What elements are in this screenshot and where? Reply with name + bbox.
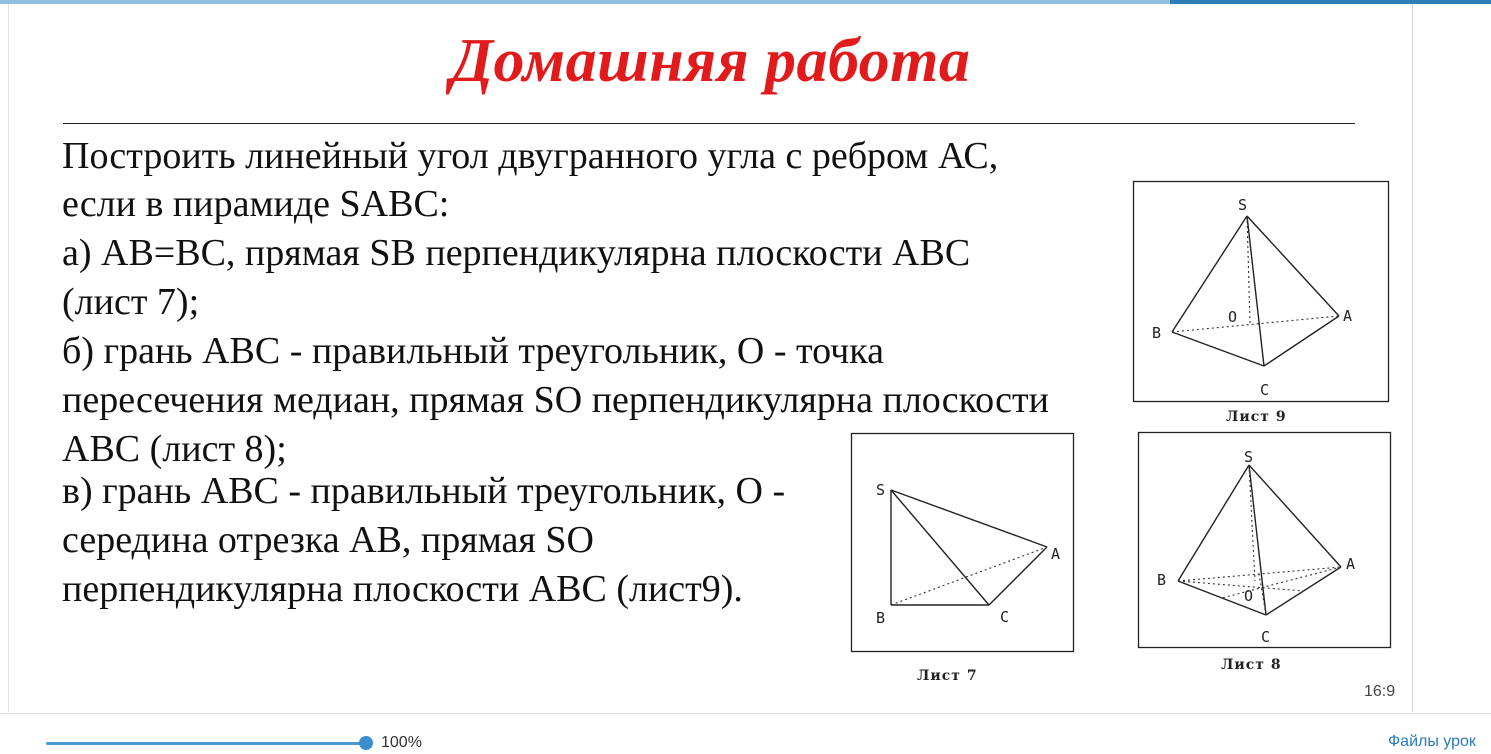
- text-line-2: если в пирамиде SABC:: [62, 183, 450, 225]
- figure-list-9: [1124, 176, 1399, 424]
- pyramid-diagram-8: [1129, 429, 1401, 677]
- aspect-ratio-label: 16:9: [1364, 683, 1396, 700]
- label-O: O: [1244, 587, 1254, 605]
- text-line-7: АВС (лист 8);: [62, 428, 287, 470]
- text-line-6: пересечения медиан, прямая SО перпендикулярна плоскости: [62, 379, 1049, 421]
- text-line-10: перпендикулярна плоскости АВС (лист9).: [62, 568, 743, 610]
- label-B: B: [876, 609, 886, 627]
- caption-list-8: Лист 8: [1221, 657, 1282, 673]
- figure-list-8: [1129, 429, 1401, 677]
- text-line-9: середина отрезка АВ, прямая SО: [62, 519, 594, 561]
- label-S: S: [876, 481, 886, 499]
- text-line-3: а) АВ=ВС, прямая SВ перпендикулярна плоскости АВС: [62, 232, 971, 274]
- pyramid-diagram-7: [842, 429, 1092, 685]
- caption-list-9: Лист 9: [1226, 409, 1287, 424]
- label-B: B: [1152, 324, 1162, 342]
- label-A: A: [1343, 307, 1353, 325]
- text-line-1: Построить линейный угол двугранного угла с ребром АС,: [62, 135, 999, 177]
- label-C: C: [1000, 608, 1010, 626]
- bottom-toolbar: [0, 713, 1491, 754]
- label-O: O: [1228, 308, 1238, 326]
- label-B: B: [1157, 571, 1167, 589]
- label-S: S: [1244, 448, 1254, 466]
- right-panel: [1412, 4, 1491, 712]
- pyramid-diagram-9: [1124, 176, 1399, 424]
- label-A: A: [1346, 555, 1356, 573]
- label-C: C: [1260, 381, 1270, 399]
- label-S: S: [1238, 196, 1248, 214]
- lesson-files-link[interactable]: Файлы урок: [1388, 733, 1476, 750]
- slide: [8, 4, 1412, 712]
- caption-list-7: Лист 7: [917, 668, 978, 684]
- text-line-5: б) грань АВС - правильный треугольник, О - точка: [62, 330, 885, 372]
- zoom-level: 100%: [381, 734, 422, 751]
- title-divider: [63, 123, 1355, 124]
- label-A: A: [1051, 545, 1061, 563]
- figure-list-7: [842, 429, 1092, 685]
- slide-title: Домашняя работа: [450, 27, 971, 95]
- zoom-slider-handle[interactable]: [359, 736, 373, 750]
- text-line-4: (лист 7);: [62, 281, 200, 323]
- label-C: C: [1261, 628, 1271, 646]
- zoom-slider-track[interactable]: [46, 742, 366, 745]
- text-line-8: в) грань АВС - правильный треугольник, О -: [62, 470, 786, 512]
